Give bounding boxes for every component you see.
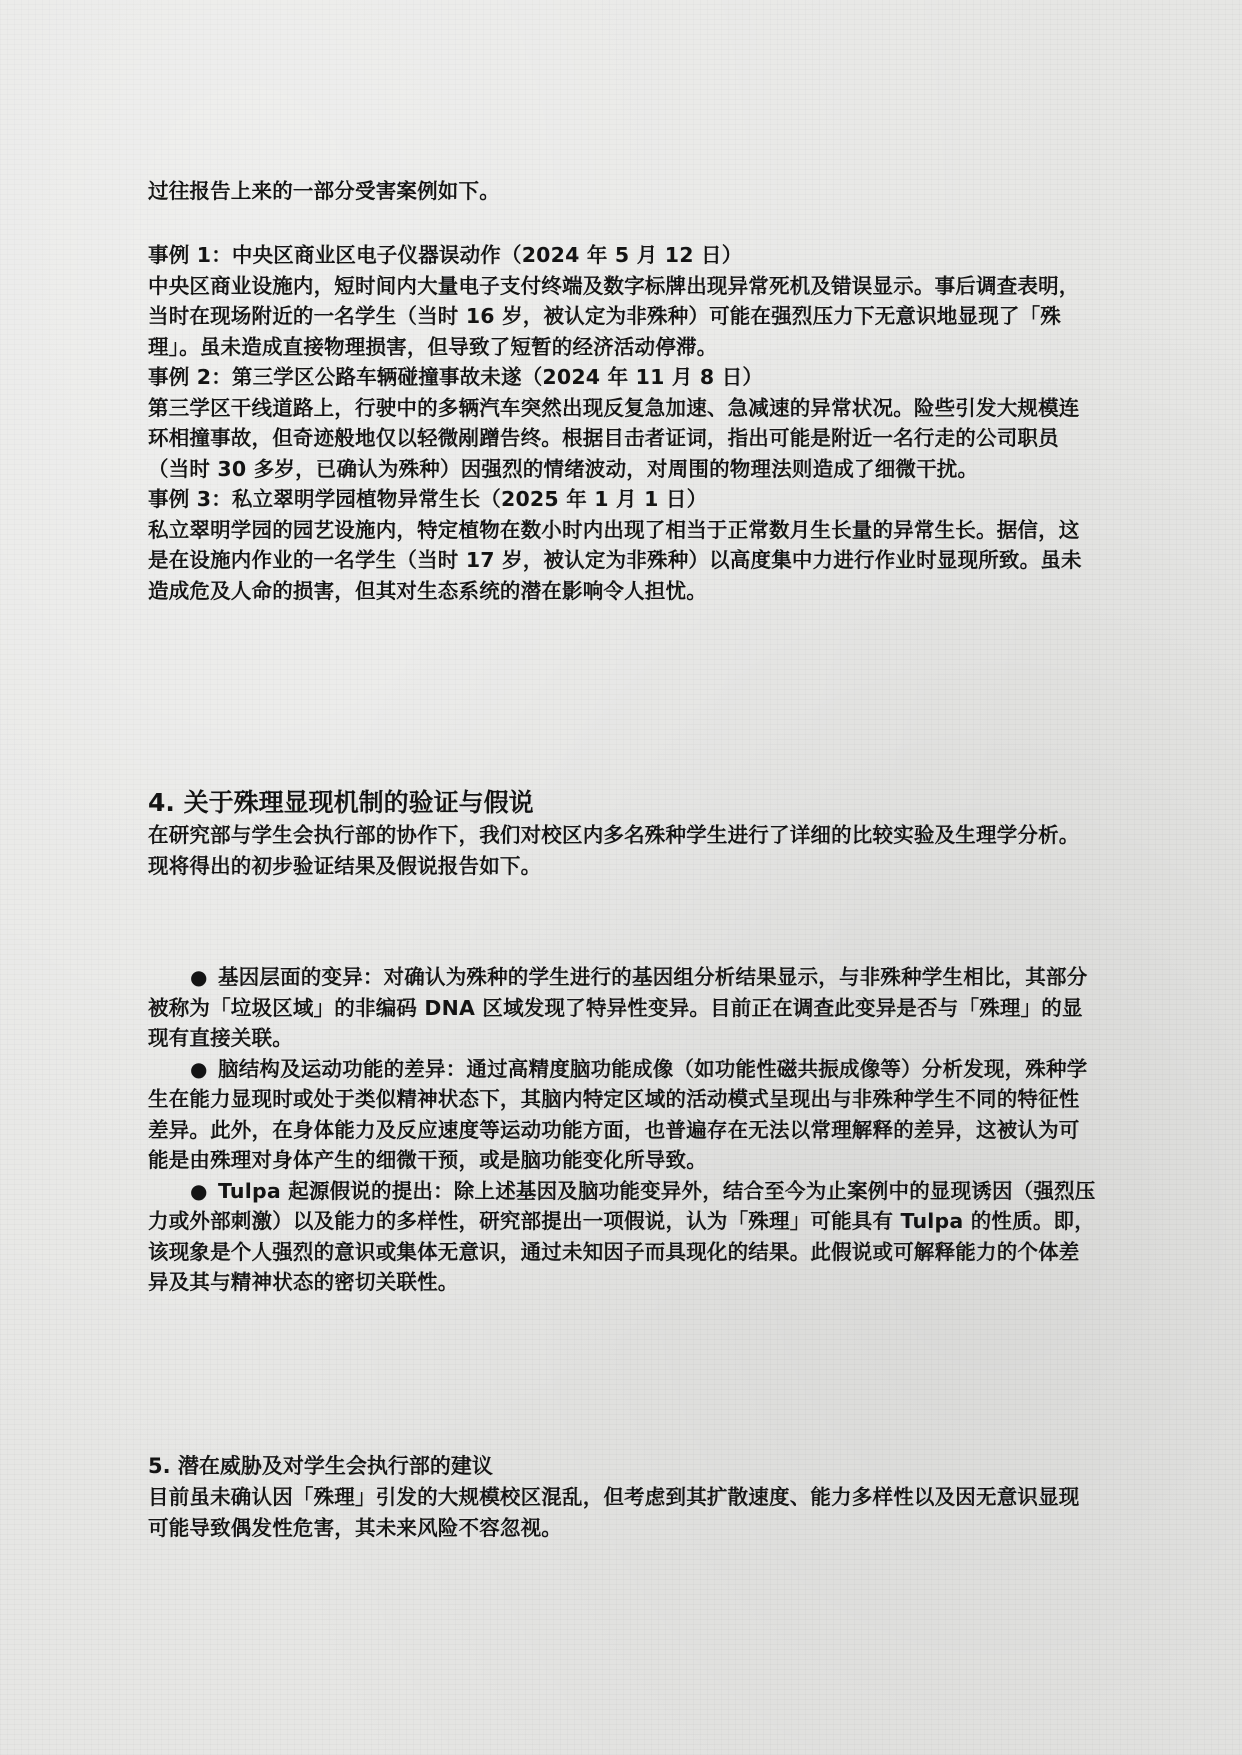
finding-term: 脑结构及运动功能的差异： <box>218 1056 467 1081</box>
section-4-intro: 在研究部与学生会执行部的协作下，我们对校区内多名殊种学生进行了详细的比较实验及生理学分析。现将得出的初步验证结果及假说报告如下。 <box>148 823 1080 878</box>
section-4-heading: 4. 关于殊理显现机制的验证与假说 <box>148 788 534 817</box>
case-item <box>148 362 1098 484</box>
finding-term: Tulpa 起源假说的提出： <box>218 1178 454 1203</box>
finding-list <box>148 962 1098 1298</box>
case-title: 事例 3：私立翠明学园植物异常生长（2025 年 1 月 1 日） <box>148 487 708 511</box>
case-body: 中央区商业设施内，短时间内大量电子支付终端及数字标牌出现异常死机及错误显示。事后调查表明，当时在现场附近的一名学生（当时 16 岁，被认定为非殊种）可能在强烈压力下无意识地显现了「殊理」。虽未造成直接物理损害，但导致了短暂的经济活动停滞。 <box>148 273 1080 359</box>
finding-item <box>148 962 1098 1054</box>
bullet-icon: ● <box>190 1178 208 1203</box>
finding-text: 对确认为殊种的学生进行的基因组分析结果显示，与非殊种学生相比，其部分被称为「垃圾区域」的非编码 DNA 区域发现了特异性变异。目前正在调查此变异是否与「殊理」的显现有直接关联。 <box>148 965 1088 1050</box>
finding-term: 基因层面的变异： <box>218 965 384 989</box>
finding-item <box>148 1054 1098 1176</box>
case-title: 事例 2：第三学区公路车辆碰撞事故未遂（2024 年 11 月 8 日） <box>148 365 764 389</box>
bullet-icon: ● <box>190 965 208 989</box>
section-4 <box>148 786 1098 881</box>
section-5 <box>148 1450 1098 1543</box>
finding-item <box>148 1176 1098 1298</box>
bullet-icon: ● <box>190 1056 208 1081</box>
case-body: 私立翠明学园的园艺设施内，特定植物在数小时内出现了相当于正常数月生长量的异常生长。据信，这是在设施内作业的一名学生（当时 17 岁，被认定为非殊种）以高度集中力进行作业时显现所致。虽未造成危及人命的损害，但其对生态系统的潜在影响令人担忧。 <box>148 517 1082 603</box>
case-body: 第三学区干线道路上，行驶中的多辆汽车突然出现反复急加速、急减速的异常状况。险些引发大规模连环相撞事故，但奇迹般地仅以轻微剐蹭告终。根据目击者证词，指出可能是附近一名行走的公司职员（当时 30 多岁，已确认为殊种）因强烈的情绪波动，对周围的物理法则造成了细微干扰。 <box>148 395 1080 481</box>
case-item <box>148 240 1098 362</box>
finding-text: 通过高精度脑功能成像（如功能性磁共振成像等）分析发现，殊种学生在能力显现时或处于类似精神状态下，其脑内特定区域的活动模式呈现出与非殊种学生不同的特征性差异。此外，在身体能力及反应速度等运动功能方面，也普遍存在无法以常理解释的差异，这被认为可能是由殊理对身体产生的细微干预，或是脑功能变化所导致。 <box>148 1056 1088 1172</box>
section-5-heading: 5. 潜在威胁及对学生会执行部的建议 <box>148 1454 493 1478</box>
case-item <box>148 484 1098 606</box>
case-title: 事例 1：中央区商业区电子仪器误动作（2024 年 5 月 12 日） <box>148 243 743 267</box>
section-5-body: 目前虽未确认因「殊理」引发的大规模校区混乱，但考虑到其扩散速度、能力多样性以及因无意识显现可能导致偶发性危害，其未来风险不容忽视。 <box>148 1485 1080 1540</box>
case-list <box>148 240 1098 606</box>
finding-text: 除上述基因及脑功能变异外，结合至今为止案例中的显现诱因（强烈压力或外部刺激）以及能力的多样性，研究部提出一项假说，认为「殊理」可能具有 Tulpa 的性质。即，该现象是个人强烈的意识或集体无意识，通过未知因子而具现化的结果。此假说或可解释能力的个体差异及其与精神状态的密切关联性。 <box>148 1178 1096 1294</box>
intro-paragraph: 过往报告上来的一部分受害案例如下。 <box>148 179 500 203</box>
